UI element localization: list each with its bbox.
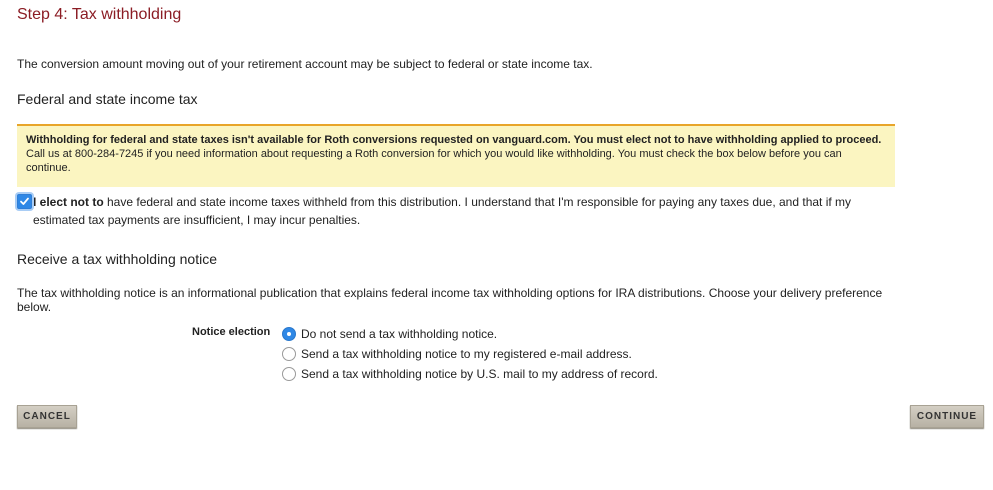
checkmark-icon bbox=[19, 196, 30, 207]
radio-mail[interactable] bbox=[282, 367, 296, 381]
notice-option-email[interactable] bbox=[282, 345, 632, 363]
intro-text: The conversion amount moving out of your retirement account may be subject to federal or state income tax. bbox=[17, 57, 593, 71]
cancel-button[interactable]: CANCEL bbox=[17, 405, 77, 428]
notice-section-heading: Receive a tax withholding notice bbox=[17, 251, 218, 267]
alert-text: Call us at 800-284-7245 if you need information about requesting a Roth conversion for which you would like withholding. You must check the box below before you can continue. bbox=[26, 148, 842, 174]
notice-election-label: Notice election bbox=[192, 326, 271, 338]
radio-no-notice[interactable] bbox=[282, 327, 296, 341]
elect-body-text: have federal and state income taxes withheld from this distribution. I understand that I'm responsible for paying any taxes due, and that if my bbox=[103, 195, 852, 209]
withholding-alert bbox=[17, 124, 895, 187]
elect-not-to-withhold-row bbox=[17, 193, 887, 229]
radio-email[interactable] bbox=[282, 347, 296, 361]
continue-button[interactable]: CONTINUE bbox=[910, 405, 984, 428]
elect-lead-text: I elect not to bbox=[33, 195, 104, 209]
notice-option-mail[interactable] bbox=[282, 365, 658, 383]
notice-option-label: Send a tax withholding notice to my registered e-mail address. bbox=[301, 347, 632, 361]
elect-label[interactable] bbox=[17, 193, 887, 211]
notice-description: The tax withholding notice is an informational publication that explains federal income tax withholding options for IRA distributions. Choose your delivery preference below. bbox=[17, 286, 883, 314]
elect-not-to-withhold-checkbox[interactable] bbox=[17, 194, 32, 209]
federal-section-heading: Federal and state income tax bbox=[17, 91, 198, 107]
page-title: Step 4: Tax withholding bbox=[17, 6, 182, 23]
notice-option-label: Do not send a tax withholding notice. bbox=[301, 327, 498, 341]
elect-body-text-line2: estimated tax payments are insufficient, I may incur penalties. bbox=[33, 213, 361, 227]
notice-option-no-notice[interactable] bbox=[282, 325, 497, 343]
alert-bold-text: Withholding for federal and state taxes isn't available for Roth conversions requested on vanguard.com. You must elect not to have withholding applied to proceed. bbox=[26, 134, 882, 146]
notice-option-label: Send a tax withholding notice by U.S. mail to my address of record. bbox=[301, 367, 658, 381]
